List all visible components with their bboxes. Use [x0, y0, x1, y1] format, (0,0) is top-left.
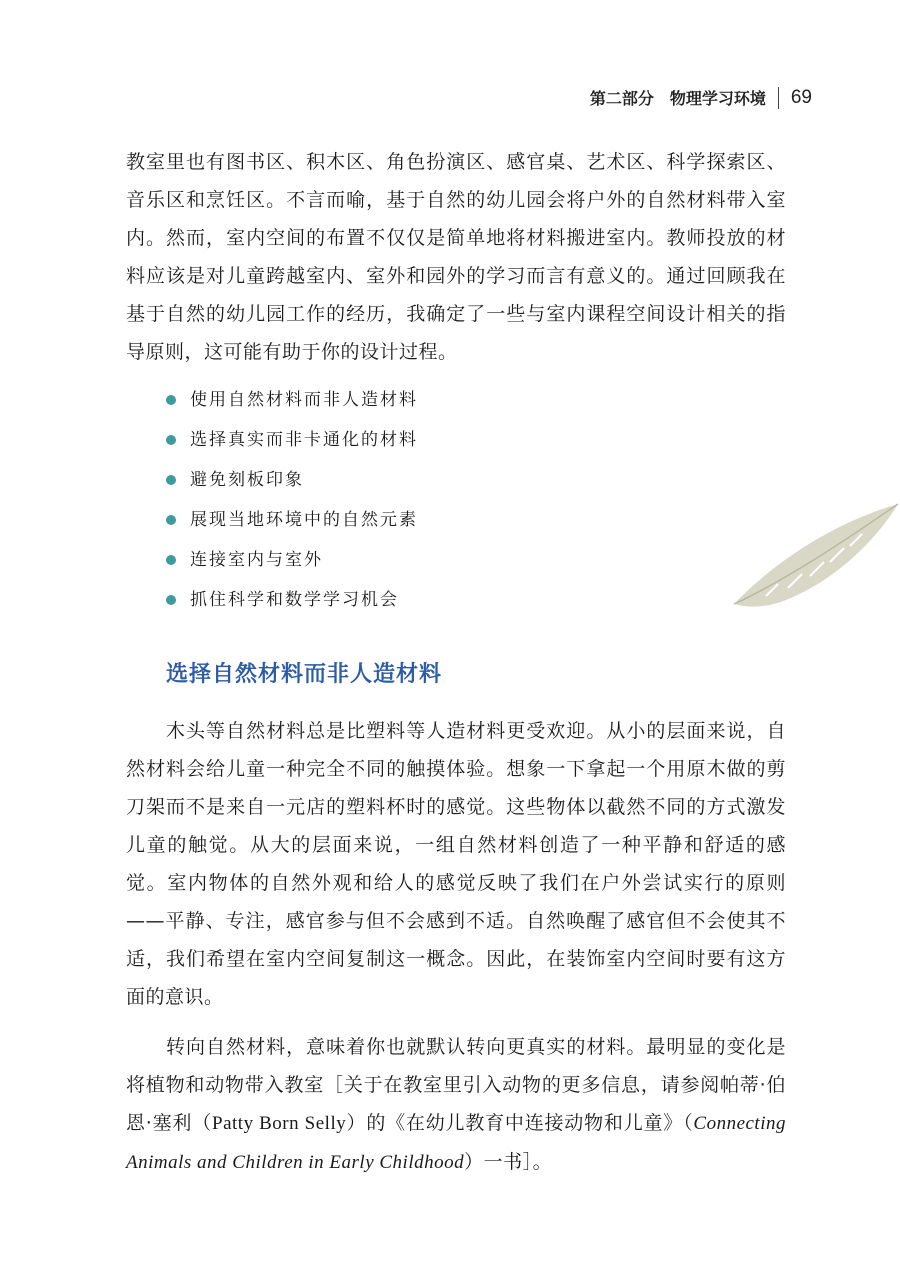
bullet-icon: [166, 555, 176, 565]
paragraph-text: ）的《在幼儿教育中连接动物和儿童》（: [346, 1112, 694, 1134]
feather-icon: [726, 500, 900, 620]
paragraph-text: ）一书］。: [464, 1151, 553, 1173]
list-item-text: 展现当地环境中的自然元素: [190, 510, 418, 530]
bullet-icon: [166, 435, 176, 445]
list-item-text: 连接室内与室外: [190, 550, 323, 570]
running-header: [590, 86, 812, 109]
paragraph-text: 转向自然材料，意味着你也就默认转向更真实的材料。最明显的变化是将植物和动物带入教室［关于在教室里引入动物的更多信息，请参阅帕蒂·伯恩·塞利（: [126, 1036, 786, 1134]
body-paragraph: 木头等自然材料总是比塑料等人造材料更受欢迎。从小的层面来说，自然材料会给儿童一种完全不同的触摸体验。想象一下拿起一个用原木做的剪刀架而不是来自一元店的塑料杯时的感觉。这些物体以截然不同的方式激发儿童的触觉。从大的层面来说，一组自然材料创造了一种平静和舒适的感觉。室内物体的自然外观和给人的感觉反映了我们在户外尝试实行的原则——平静、专注，感官参与但不会感到不适。自然唤醒了感官但不会使其不适，我们希望在室内空间复制这一概念。因此，在装饰室内空间时要有这方面的意识。: [126, 720, 786, 1008]
header-divider: [778, 87, 779, 109]
author-name: Patty Born Selly: [212, 1113, 347, 1134]
list-item: [166, 540, 418, 580]
list-item: [166, 460, 418, 500]
bullet-icon: [166, 395, 176, 405]
page-number: 69: [790, 86, 812, 108]
body-paragraph: [126, 1028, 786, 1182]
intro-paragraph: 教室里也有图书区、积木区、角色扮演区、感官桌、艺术区、科学探索区、音乐区和烹饪区。不言而喻，基于自然的幼儿园会将户外的自然材料带入室内。然而，室内空间的布置不仅仅是简单地将材料搬进室内。教师投放的材料应该是对儿童跨越室内、室外和园外的学习而言有意义的。通过回顾我在基于自然的幼儿园工作的经历，我确定了一些与室内课程空间设计相关的指导原则，这可能有助于你的设计过程。: [126, 151, 786, 363]
book-title: Connecting Animals and Children in Early Childhood: [126, 1113, 786, 1173]
list-item: [166, 420, 418, 460]
list-item-text: 抓住科学和数学学习机会: [190, 590, 399, 610]
principles-list: [166, 380, 418, 620]
list-item-text: 选择真实而非卡通化的材料: [190, 430, 418, 450]
list-item: [166, 380, 418, 420]
bullet-icon: [166, 475, 176, 485]
section-title: 第二部分 物理学习环境: [589, 89, 766, 108]
bullet-icon: [166, 595, 176, 605]
section-heading: 选择自然材料而非人造材料: [166, 662, 443, 687]
list-item-text: 避免刻板印象: [190, 470, 304, 490]
list-item-text: 使用自然材料而非人造材料: [190, 390, 418, 410]
list-item: [166, 500, 418, 540]
bullet-icon: [166, 515, 176, 525]
list-item: [166, 580, 418, 620]
